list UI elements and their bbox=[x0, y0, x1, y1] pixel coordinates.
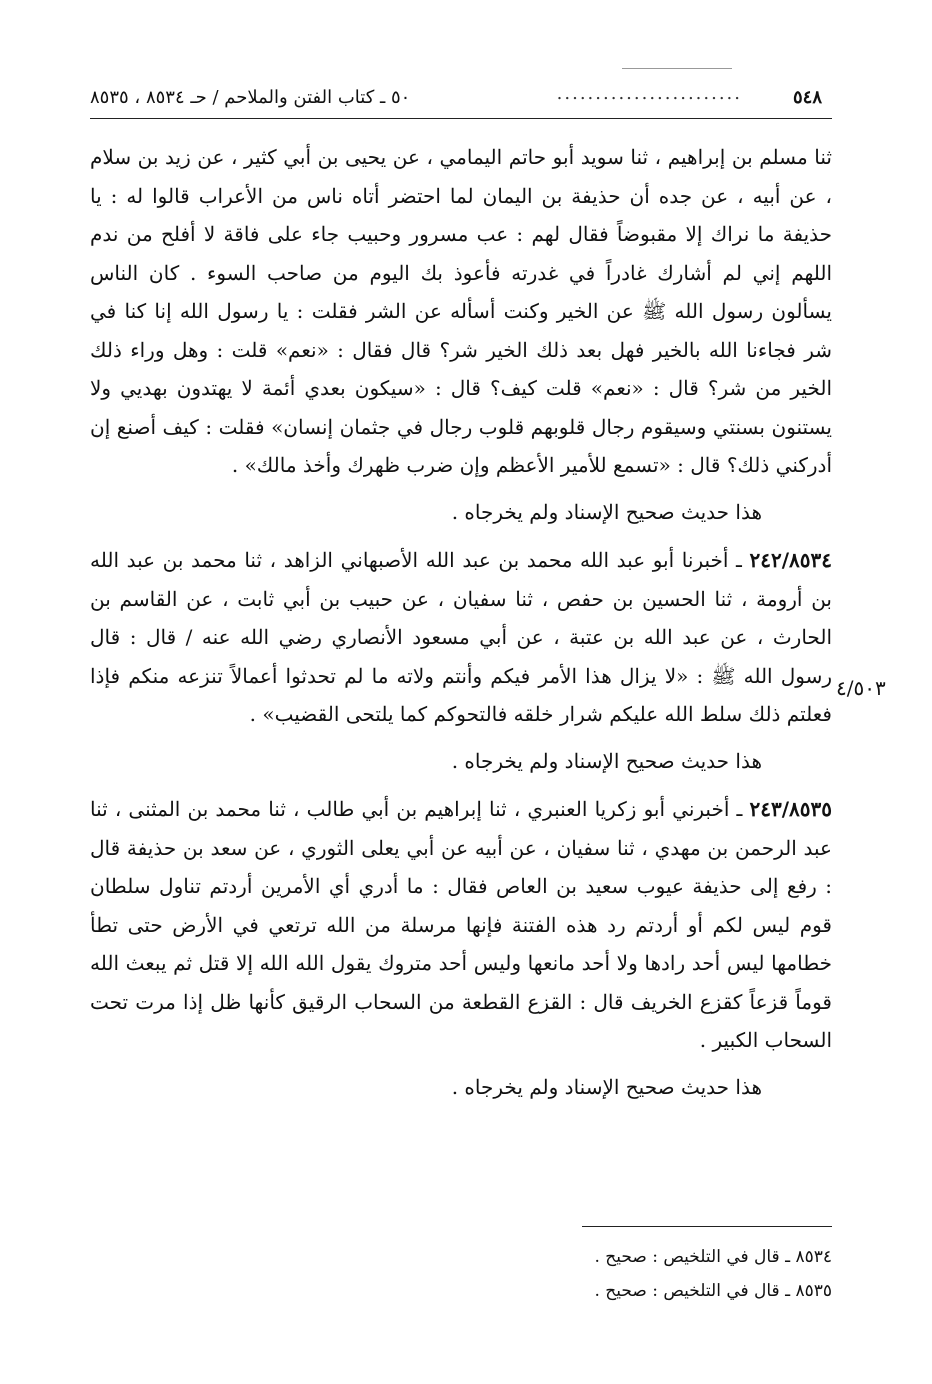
footnote-8534: ٨٥٣٤ ـ قال في التلخيص : صحيح . bbox=[594, 1247, 832, 1267]
page-number: ٥٤٨ bbox=[792, 87, 822, 108]
header-rule bbox=[90, 118, 832, 119]
verdict-1: هذا حديث صحيح الإسناد ولم يخرجاه . bbox=[451, 499, 762, 524]
top-rule bbox=[622, 68, 732, 69]
header-dots: ........................ bbox=[556, 83, 742, 104]
hadith-text: ـ أخبرنا أبو عبد الله محمد بن عبد الله الأصبهاني الزاهد ، ثنا محمد بن عبد الله بن أرومة ، ثنا الحسين بن حفص ، ثنا سفيان ، عن حبيب بن أبي ثابت ، عن القاسم بن الحارث ، عن عبد الله بن عتبة ، عن أبي مسعود الأنصاري رضي الله عنه / قال : قال رسول الله ﷺ : «لا يزال هذا الأمر فيكم وأنتم ولاته ما لم تحدثوا أعمالاً تنزعه منكم فإذا فعلتم ذلك سلط الله عليكم شرار خلقه فالتحوكم كما يلتحى القضيب» . bbox=[90, 548, 833, 726]
hadith-number: ٢٤٢/٨٥٣٤ bbox=[749, 548, 832, 572]
hadith-8533-continuation: ثنا مسلم بن إبراهيم ، ثنا سويد أبو حاتم اليمامي ، عن يحيى بن أبي كثير ، عن زيد بن سلام ، عن أبيه ، عن جده أن حذيفة بن اليمان لما احتضر أتاه ناس من الأعراب قالوا له : يا حذيفة ما نراك إلا مقبوضاً فقال لهم : عب مسرور وحبيب جاء على فاقة لا أفلح من ندم اللهم إني لم أشارك غادراً في غدرته فأعوذ بك اليوم من صاحب السوء . كان الناس يسألون رسول الله ﷺ عن الخير وكنت أسأله عن الشر فقلت : يا رسول الله إنا كنا في شر فجاءنا الله بالخير فهل بعد ذلك الخير شر؟ قال فقال : «نعم» قلت : وهل وراء ذلك الخير من شر؟ قال : «نعم» قلت كيف؟ قال : «سيكون بعدي أئمة لا يهتدون بهديي ولا يستنون بسنتي وسيقوم رجال قلوبهم قلوب رجال في جثمان إنسان» فقلت : كيف أصنع إن أدركني ذلك؟ قال : «تسمع للأمير الأعظم وإن ضرب ظهرك وأخذ مالك» . bbox=[90, 145, 832, 477]
running-header bbox=[90, 80, 822, 116]
hadith-text: ـ أخبرني أبو زكريا العنبري ، ثنا إبراهيم بن أبي طالب ، ثنا محمد بن المثنى ، ثنا عبد الرحمن بن مهدي ، ثنا سفيان ، عن أبيه عن أبي يعلى الثوري ، عن سعد بن حذيفة قال : رفع إلى حذيفة عيوب سعيد بن العاص فقال : ما أدري أي الأمرين أردتم تناول سلطان قوم ليس لكم أو أردتم رد هذه الفتنة فإنها مرسلة من الله ترتعي في الأرض حتى تطأ خطامها ليس أحد رادها ولا أحد مانعها وليس أحد متروك يقول الله الله إلا قتل ثم يبعث الله قوماً قزعاً كقزع الخريف قال : القزع القطعة من السحاب الرقيق كأنها ظل إذا مرت تحت السحاب الكبير . bbox=[90, 797, 832, 1052]
footnote-rule bbox=[582, 1226, 832, 1227]
verdict-2: هذا حديث صحيح الإسناد ولم يخرجاه . bbox=[451, 748, 762, 773]
footnote-8535: ٨٥٣٥ ـ قال في التلخيص : صحيح . bbox=[594, 1281, 832, 1301]
hadith-8535 bbox=[90, 790, 832, 1060]
marginal-reference: ٤/٥٠٣ bbox=[836, 676, 886, 700]
footnotes bbox=[90, 1240, 832, 1308]
hadith-number: ٢٤٣/٨٥٣٥ bbox=[749, 797, 832, 821]
hadith-8534 bbox=[90, 541, 832, 734]
header-title: ٥٠ ـ كتاب الفتن والملاحم / حـ ٨٥٣٤ ، ٨٥٣٥ bbox=[90, 87, 411, 108]
main-text bbox=[90, 138, 832, 1116]
verdict-3: هذا حديث صحيح الإسناد ولم يخرجاه . bbox=[451, 1074, 762, 1099]
